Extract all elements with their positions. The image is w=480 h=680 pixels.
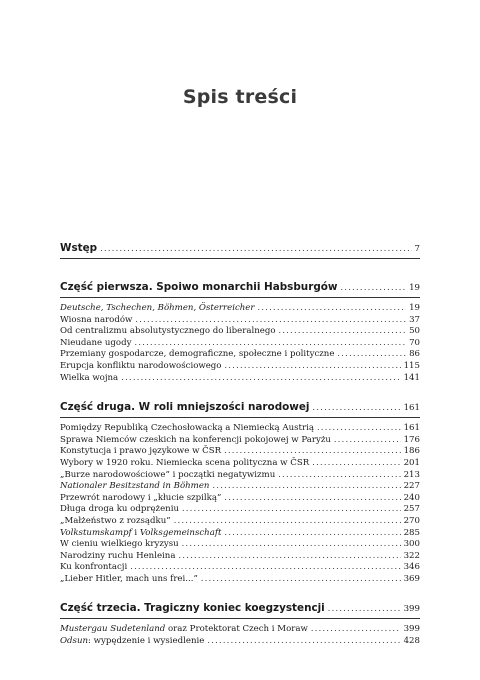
toc-entry-label: Przewrót narodowy i „kłucie szpilką”	[60, 492, 222, 503]
section-divider	[60, 417, 420, 418]
toc-entry[interactable]	[60, 457, 420, 469]
toc-entry-label: Erupcja konfliktu narodowościowego	[60, 360, 222, 371]
toc-heading-intro[interactable]	[60, 240, 420, 256]
dot-leader	[341, 280, 407, 296]
dot-leader	[278, 469, 400, 481]
dot-leader	[224, 360, 400, 372]
toc-entry-label: „Burze narodowościowe” i początki negatywizmu	[60, 469, 276, 480]
section-divider	[60, 258, 420, 259]
toc-entry[interactable]	[60, 360, 420, 372]
toc-page-number: 50	[409, 326, 420, 337]
toc-entry-label-italic-part: Mustergau Sudetenland	[60, 624, 166, 635]
toc-page-number: 86	[409, 349, 420, 360]
toc-entry-label: Przemiany gospodarcze, demograficzne, społeczne i polityczne	[60, 349, 335, 360]
toc-entry-label: Ku konfrontacji	[60, 562, 128, 573]
toc-page-number: 161	[403, 403, 420, 414]
toc-entry[interactable]	[60, 434, 420, 446]
toc-entry-label: Konstytucja i prawo językowe w ČSR	[60, 446, 222, 457]
toc-page-number: 300	[403, 539, 420, 550]
dot-leader	[135, 314, 406, 326]
toc-page-number: 285	[403, 527, 420, 538]
toc-entry-label: „Małżeństwo z rozsądku”	[60, 515, 171, 526]
toc-page-number: 161	[403, 423, 420, 434]
toc-heading-label: Część trzecia. Tragiczny koniec koegzystencji	[60, 602, 325, 615]
toc-page-number: 399	[403, 604, 420, 615]
toc-page-number: 7	[414, 244, 420, 254]
toc-entry[interactable]	[60, 538, 420, 550]
dot-leader	[224, 445, 400, 457]
dot-leader	[212, 480, 400, 492]
toc-entry-label: Nieudane ugody	[60, 337, 132, 348]
toc-entry[interactable]	[60, 515, 420, 527]
dot-leader	[100, 241, 411, 257]
dot-leader	[224, 492, 400, 504]
dot-leader	[134, 337, 406, 349]
dot-leader	[178, 550, 400, 562]
dot-leader	[130, 561, 400, 573]
dot-leader	[317, 422, 401, 434]
toc-heading-part-one[interactable]	[60, 279, 420, 295]
toc-page-number: 115	[403, 360, 420, 371]
toc-page-number: 227	[403, 481, 420, 492]
toc-page-number: 19	[409, 283, 420, 293]
toc-entry-label: Długa droga ku odprężeniu	[60, 504, 179, 515]
toc-entry-label-roman-part: i	[131, 527, 140, 538]
toc-heading-part-three[interactable]	[60, 600, 420, 616]
dot-leader	[279, 325, 407, 337]
dot-leader	[207, 635, 400, 647]
dot-leader	[334, 434, 401, 446]
toc-page-number: 70	[409, 337, 420, 348]
dot-leader	[328, 601, 401, 617]
toc-heading-label: Wstęp	[60, 242, 98, 254]
toc-entry[interactable]	[60, 302, 420, 314]
toc-entry-label-roman-part: oraz Protektorat Czech i Moraw	[165, 624, 308, 635]
toc-entry-label: Sprawa Niemców czeskich na konferencji pokojowej w Paryżu	[60, 434, 331, 445]
toc-page-number: 201	[403, 457, 420, 468]
dot-leader	[201, 573, 401, 585]
table-of-contents	[60, 240, 420, 647]
toc-entry[interactable]	[60, 503, 420, 515]
toc-entry[interactable]	[60, 348, 420, 360]
toc-page-number: 240	[403, 492, 420, 503]
toc-page-number: 19	[409, 303, 420, 313]
toc-page-number: 428	[403, 636, 420, 647]
toc-page-number: 186	[403, 446, 420, 457]
toc-heading-label: Część pierwsza. Spoiwo monarchii Habsburgów	[60, 281, 338, 293]
toc-entry-label: Deutsche, Tschechen, Böhmen, Österreicher	[60, 303, 255, 313]
toc-entry-label	[60, 636, 204, 648]
toc-page-number: 346	[403, 562, 420, 573]
toc-entry-label: W cieniu wielkiego kryzysu	[60, 539, 179, 550]
toc-page-number: 270	[403, 515, 420, 526]
toc-entry[interactable]	[60, 635, 420, 647]
dot-leader	[258, 302, 407, 314]
toc-page-number: 369	[403, 573, 420, 584]
toc-entry[interactable]	[60, 445, 420, 457]
toc-entry[interactable]	[60, 573, 420, 585]
toc-page-number: 37	[409, 314, 420, 325]
toc-entry-label-italic-part: Volkstumskampf	[60, 527, 132, 538]
toc-page-number: 141	[403, 372, 420, 383]
toc-entry[interactable]	[60, 527, 420, 539]
toc-entry[interactable]	[60, 561, 420, 573]
toc-entry[interactable]	[60, 325, 420, 337]
dot-leader	[312, 400, 400, 416]
toc-entry-label: Narodziny ruchu Henleina	[60, 550, 176, 561]
toc-entry-label: Wybory w 1920 roku. Niemiecka scena polityczna w ČSR	[60, 457, 310, 468]
page-title: Spis treści	[182, 86, 298, 108]
toc-page-number: 257	[403, 504, 420, 515]
section-divider	[60, 297, 420, 298]
toc-entry-label-roman-part: : wypędzenie i wysiedlenie	[88, 636, 205, 647]
toc-page-number: 322	[403, 550, 420, 561]
toc-entry-label: Nationaler Besitzstand in Böhmen	[60, 481, 210, 492]
toc-entry[interactable]	[60, 492, 420, 504]
toc-heading-part-two[interactable]	[60, 399, 420, 415]
toc-entry[interactable]	[60, 469, 420, 481]
toc-entry[interactable]	[60, 480, 420, 492]
section-divider	[60, 618, 420, 619]
toc-entry-label: Wiosna narodów	[60, 314, 133, 325]
dot-leader	[224, 527, 400, 539]
toc-entry-label: Wielka wojna	[60, 372, 119, 383]
toc-entry[interactable]	[60, 550, 420, 562]
dot-leader	[182, 503, 401, 515]
toc-entry[interactable]	[60, 623, 420, 635]
toc-entry-label: „Lieber Hitler, mach uns frei...”	[60, 573, 198, 584]
toc-entry-label: Od centralizmu absolutystycznego do liberalnego	[60, 326, 276, 337]
toc-entry[interactable]	[60, 314, 420, 326]
dot-leader	[182, 538, 401, 550]
dot-leader	[337, 348, 406, 360]
toc-page-number: 399	[403, 624, 420, 635]
dot-leader	[312, 457, 400, 469]
dot-leader	[311, 623, 401, 635]
toc-heading-label: Część druga. W roli mniejszości narodowej	[60, 401, 310, 414]
toc-entry-label: Pomiędzy Republiką Czechosłowacką a Niemiecką Austrią	[60, 423, 314, 434]
toc-page-number: 213	[403, 469, 420, 480]
toc-page-number: 176	[403, 434, 420, 445]
toc-entry[interactable]	[60, 372, 420, 384]
dot-leader	[121, 372, 400, 384]
dot-leader	[174, 515, 401, 527]
toc-entry[interactable]	[60, 422, 420, 434]
toc-entry[interactable]	[60, 337, 420, 349]
toc-entry-label-italic-part: Odsun	[60, 636, 89, 647]
toc-entry-label-italic-part: Volksgemeinschaft	[139, 527, 222, 538]
